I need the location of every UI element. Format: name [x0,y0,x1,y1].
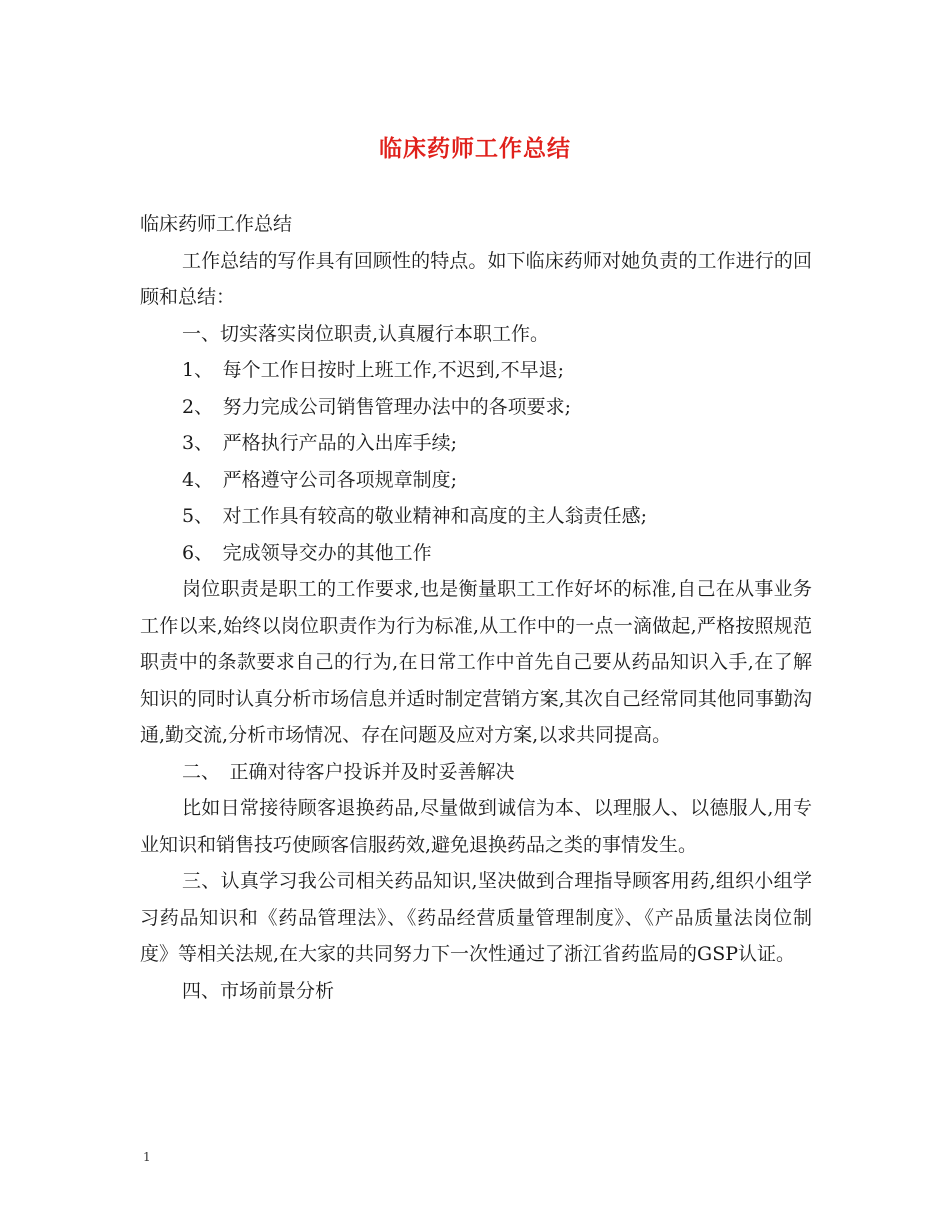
document-title: 临床药师工作总结 [379,135,571,162]
section-heading-4: 四、市场前景分析 [182,979,335,1002]
paragraph-complaints: 比如日常接待顾客退换药品,尽量做到诚信为本、以理服人、以德服人,用专业知识和销售技巧使顾客信服药效,避免退换药品之类的事情发生。 [140,797,812,856]
list-item: 2、 努力完成公司销售管理办法中的各项要求; [182,395,571,418]
list-item: 6、 完成领导交办的其他工作 [182,541,432,564]
section-heading-3: 三、认真学习我公司相关药品知识,坚决做到合理指导顾客用药,组织小组学习药品知识和《药品管理法》、《药品经营质量管理制度》、《产品质量法岗位制度》等相关法规,在大家的共同努力下一次性通过了浙江省药监局的GSP认证。 [140,870,812,965]
list-item: 1、 每个工作日按时上班工作,不迟到,不早退; [182,359,565,381]
section-heading-2: 二、 正确对待客户投诉并及时妥善解决 [182,760,515,783]
list-item: 4、 严格遵守公司各项规章制度; [182,468,457,491]
list-item: 3、 严格执行产品的入出库手续; [182,432,457,454]
document-body [140,206,812,1009]
page-number: 1 [143,1150,151,1164]
section-heading-1: 一、切实落实岗位职责,认真履行本职工作。 [182,322,550,345]
paragraph-intro: 工作总结的写作具有回顾性的特点。如下临床药师对她负责的工作进行的回顾和总结： [140,249,812,308]
paragraph-duties: 岗位职责是职工的工作要求,也是衡量职工工作好坏的标准,自己在从事业务工作以来,始终以岗位职责作为行为标准,从工作中的一点一滴做起,严格按照规范职责中的条款要求自己的行为,在日常工作中首先自己要从药品知识入手,在了解知识的同时认真分析市场信息并适时制定营销方案,其次自己经常同其他同事勤沟通,勤交流,分析市场情况、存在问题及应对方案,以求共同提高。 [140,578,812,746]
document-subtitle: 临床药师工作总结 [140,213,293,235]
list-item: 5、 对工作具有较高的敬业精神和高度的主人翁责任感; [182,505,647,527]
